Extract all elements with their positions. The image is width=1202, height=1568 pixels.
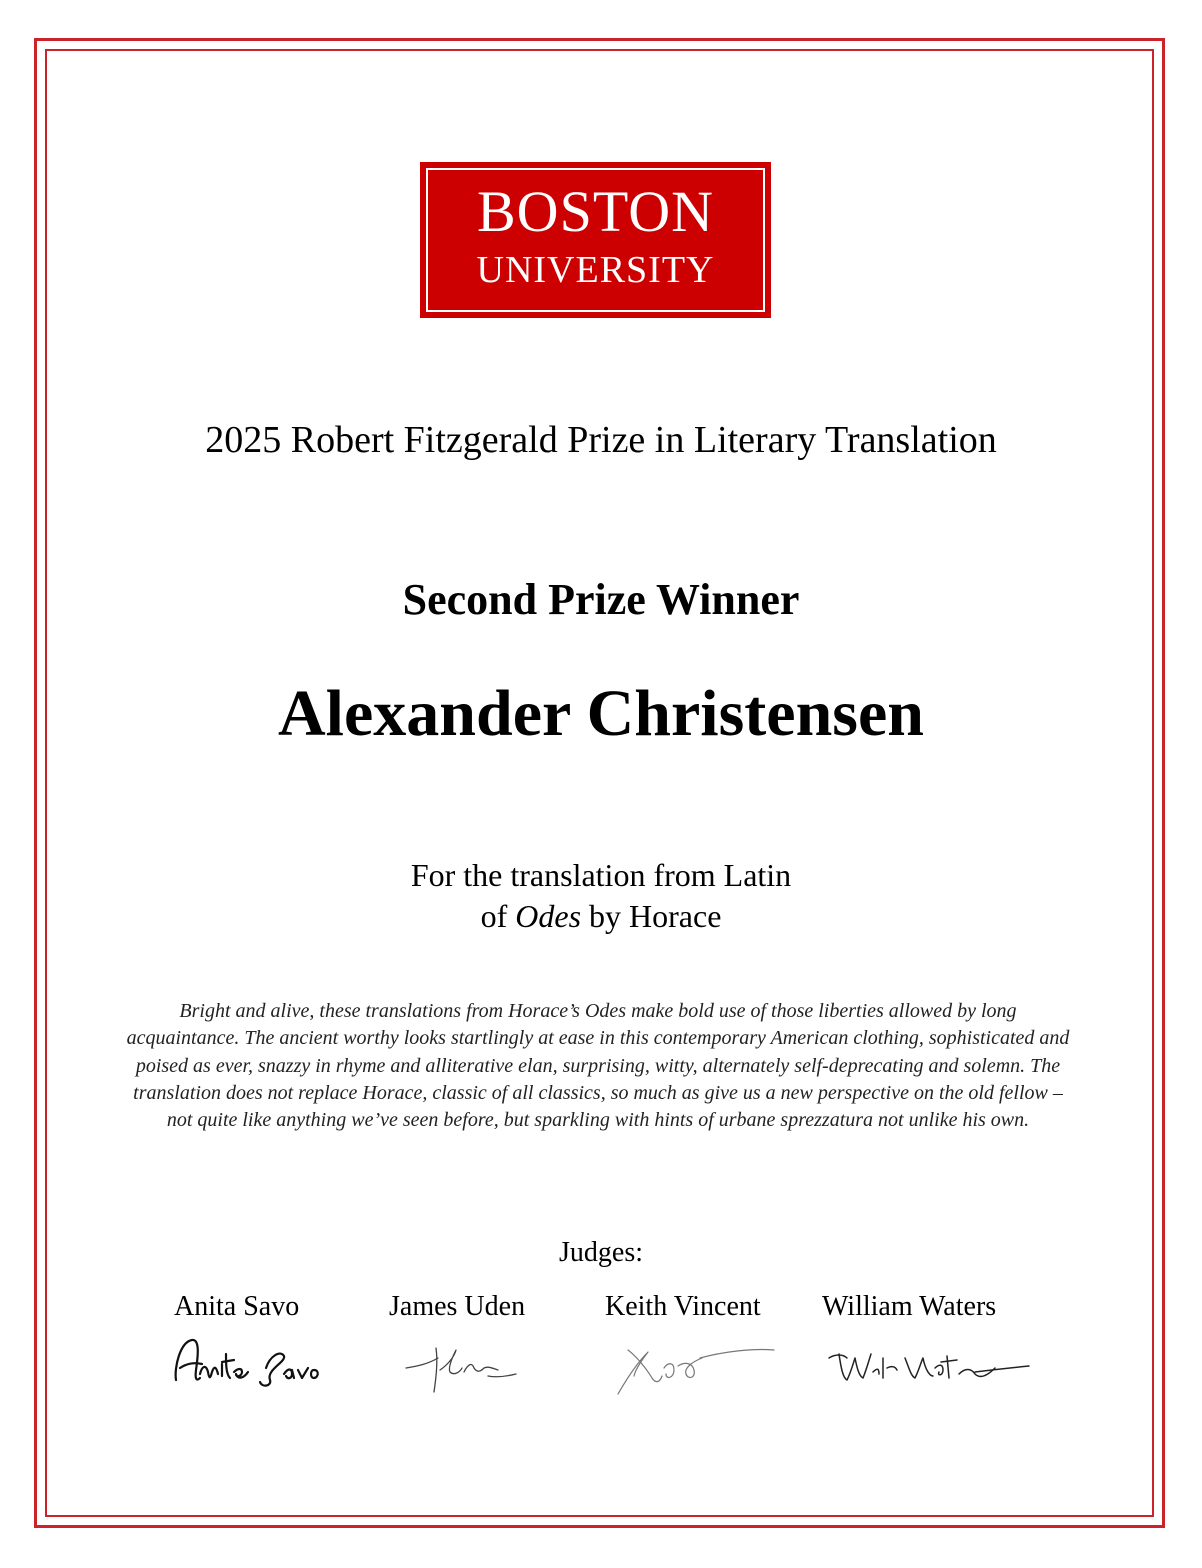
translation-line-1: For the translation from Latin <box>410 857 792 893</box>
logo-line-university: UNIVERSITY <box>476 249 715 291</box>
judge-1 <box>174 1292 299 1323</box>
judges-citation: Bright and alive, these translations from Horace’s Odes make bold use of those liberties allowed by long acquaintance. The ancient worthy looks startlingly at ease in this contemporary American clothing, sophisticated and poised as ever, snazzy in rhyme and alliterative elan, surprising, witty, alternately self-deprecating and solemn. The translation does not replace Horace, classic of all classics, so much as give us a new perspective on the old fellow – not quite like anything we’ve seen before, but sparkling with hints of urbane sprezzatura not unlike his own. <box>126 1000 1070 1132</box>
judge-name: William Waters <box>822 1291 997 1322</box>
judge-2 <box>389 1292 525 1323</box>
judge-name: Anita Savo <box>174 1291 300 1322</box>
signature-keith-vincent <box>612 1328 832 1408</box>
work-title: Odes <box>515 898 582 934</box>
signature-anita-savo <box>166 1328 386 1408</box>
judge-3 <box>605 1292 761 1323</box>
judges-label: Judges: <box>559 1237 643 1268</box>
translation-line-2-prefix: of <box>480 898 516 934</box>
signature-william-waters <box>825 1328 1045 1408</box>
prize-place: Second Prize Winner <box>402 575 800 624</box>
translation-description <box>0 855 1202 937</box>
translation-line-2-suffix: by Horace <box>581 898 722 934</box>
judge-name: James Uden <box>389 1291 526 1322</box>
winner-name: Alexander Christensen <box>278 677 924 750</box>
boston-university-logo <box>420 162 771 318</box>
judge-4 <box>822 1292 996 1323</box>
signature-james-uden <box>398 1328 618 1408</box>
logo-line-boston: BOSTON <box>477 179 714 244</box>
judge-name: Keith Vincent <box>605 1291 761 1322</box>
prize-title: 2025 Robert Fitzgerald Prize in Literary Translation <box>205 419 997 461</box>
